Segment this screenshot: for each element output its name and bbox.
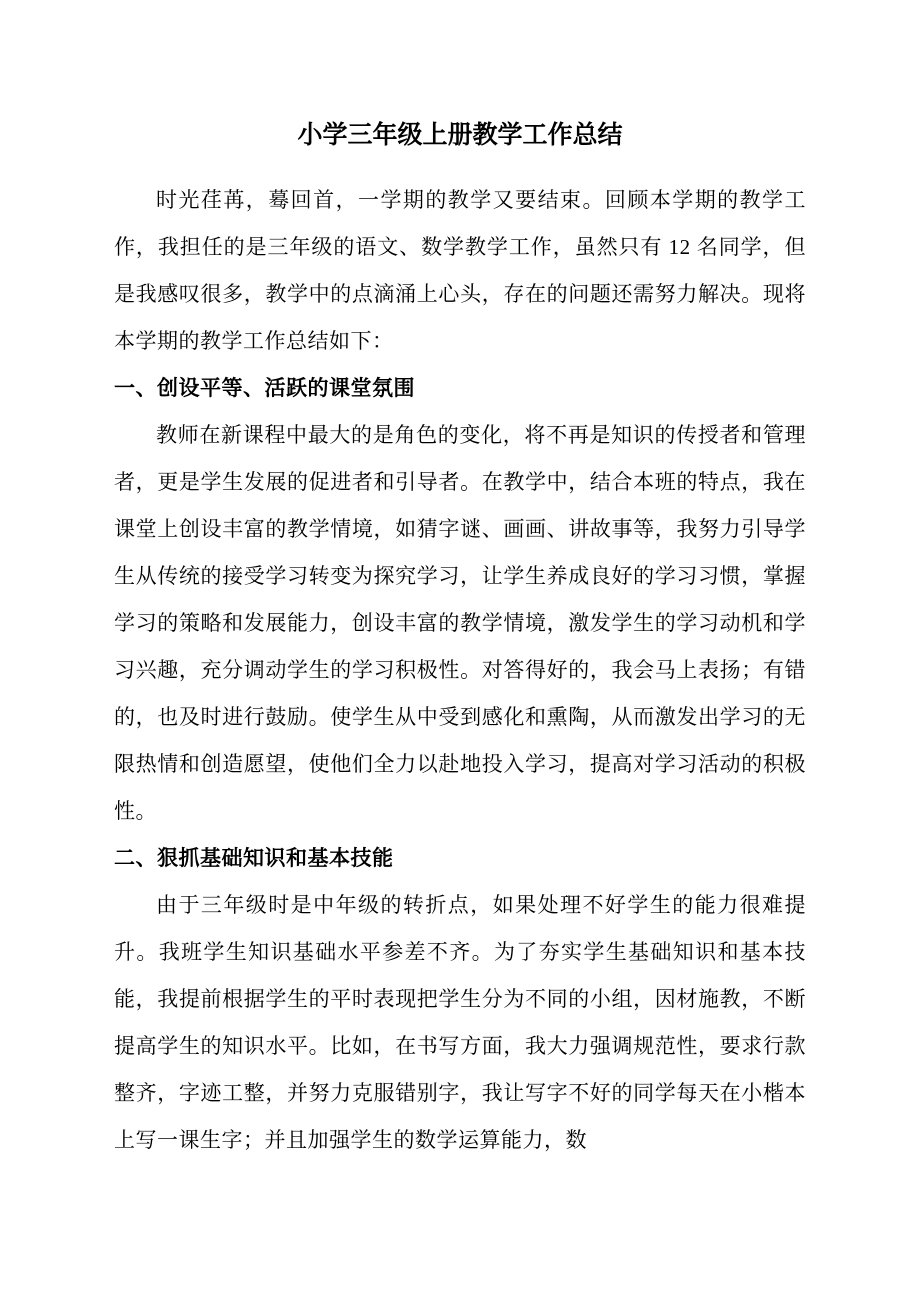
intro-paragraph: 时光荏苒，蓦回首，一学期的教学又要结束。回顾本学期的教学工作，我担任的是三年级的语文、数学教学工作，虽然只有 12 名同学，但是我感叹很多，教学中的点滴涌上心头，存在的问题还需努力解决。现将本学期的教学工作总结如下：: [114, 188, 806, 353]
document-title: 小学三年级上册教学工作总结: [297, 122, 623, 149]
section-2-paragraph: 由于三年级时是中年级的转折点，如果处理不好学生的能力很难提升。我班学生知识基础水平参差不齐。为了夯实学生基础知识和基本技能，我提前根据学生的平时表现把学生分为不同的小组，因材施教，不断提高学生的知识水平。比如，在书写方面，我大力强调规范性，要求行款整齐，字迹工整，并努力克服错别字，我让写字不好的同学每天在小楷本上写一课生字；并且加强学生的数学运算能力，数: [114, 893, 806, 1152]
section-1-paragraph: 教师在新课程中最大的是角色的变化，将不再是知识的传授者和管理者，更是学生发展的促进者和引导者。在教学中，结合本班的特点，我在课堂上创设丰富的教学情境，如猜字谜、画画、讲故事等，我努力引导学生从传统的接受学习转变为探究学习，让学生养成良好的学习习惯，掌握学习的策略和发展能力，创设丰富的教学情境，激发学生的学习动机和学习兴趣，充分调动学生的学习积极性。对答得好的，我会马上表扬；有错的，也及时进行鼓励。使学生从中受到感化和熏陶，从而激发出学习的无限热情和创造愿望，使他们全力以赴地投入学习，提高对学习活动的积极性。: [114, 423, 806, 823]
section-heading-2: 二、狠抓基础知识和基本技能: [114, 847, 394, 870]
section-heading-1: 一、创设平等、活跃的课堂氛围: [114, 377, 415, 400]
